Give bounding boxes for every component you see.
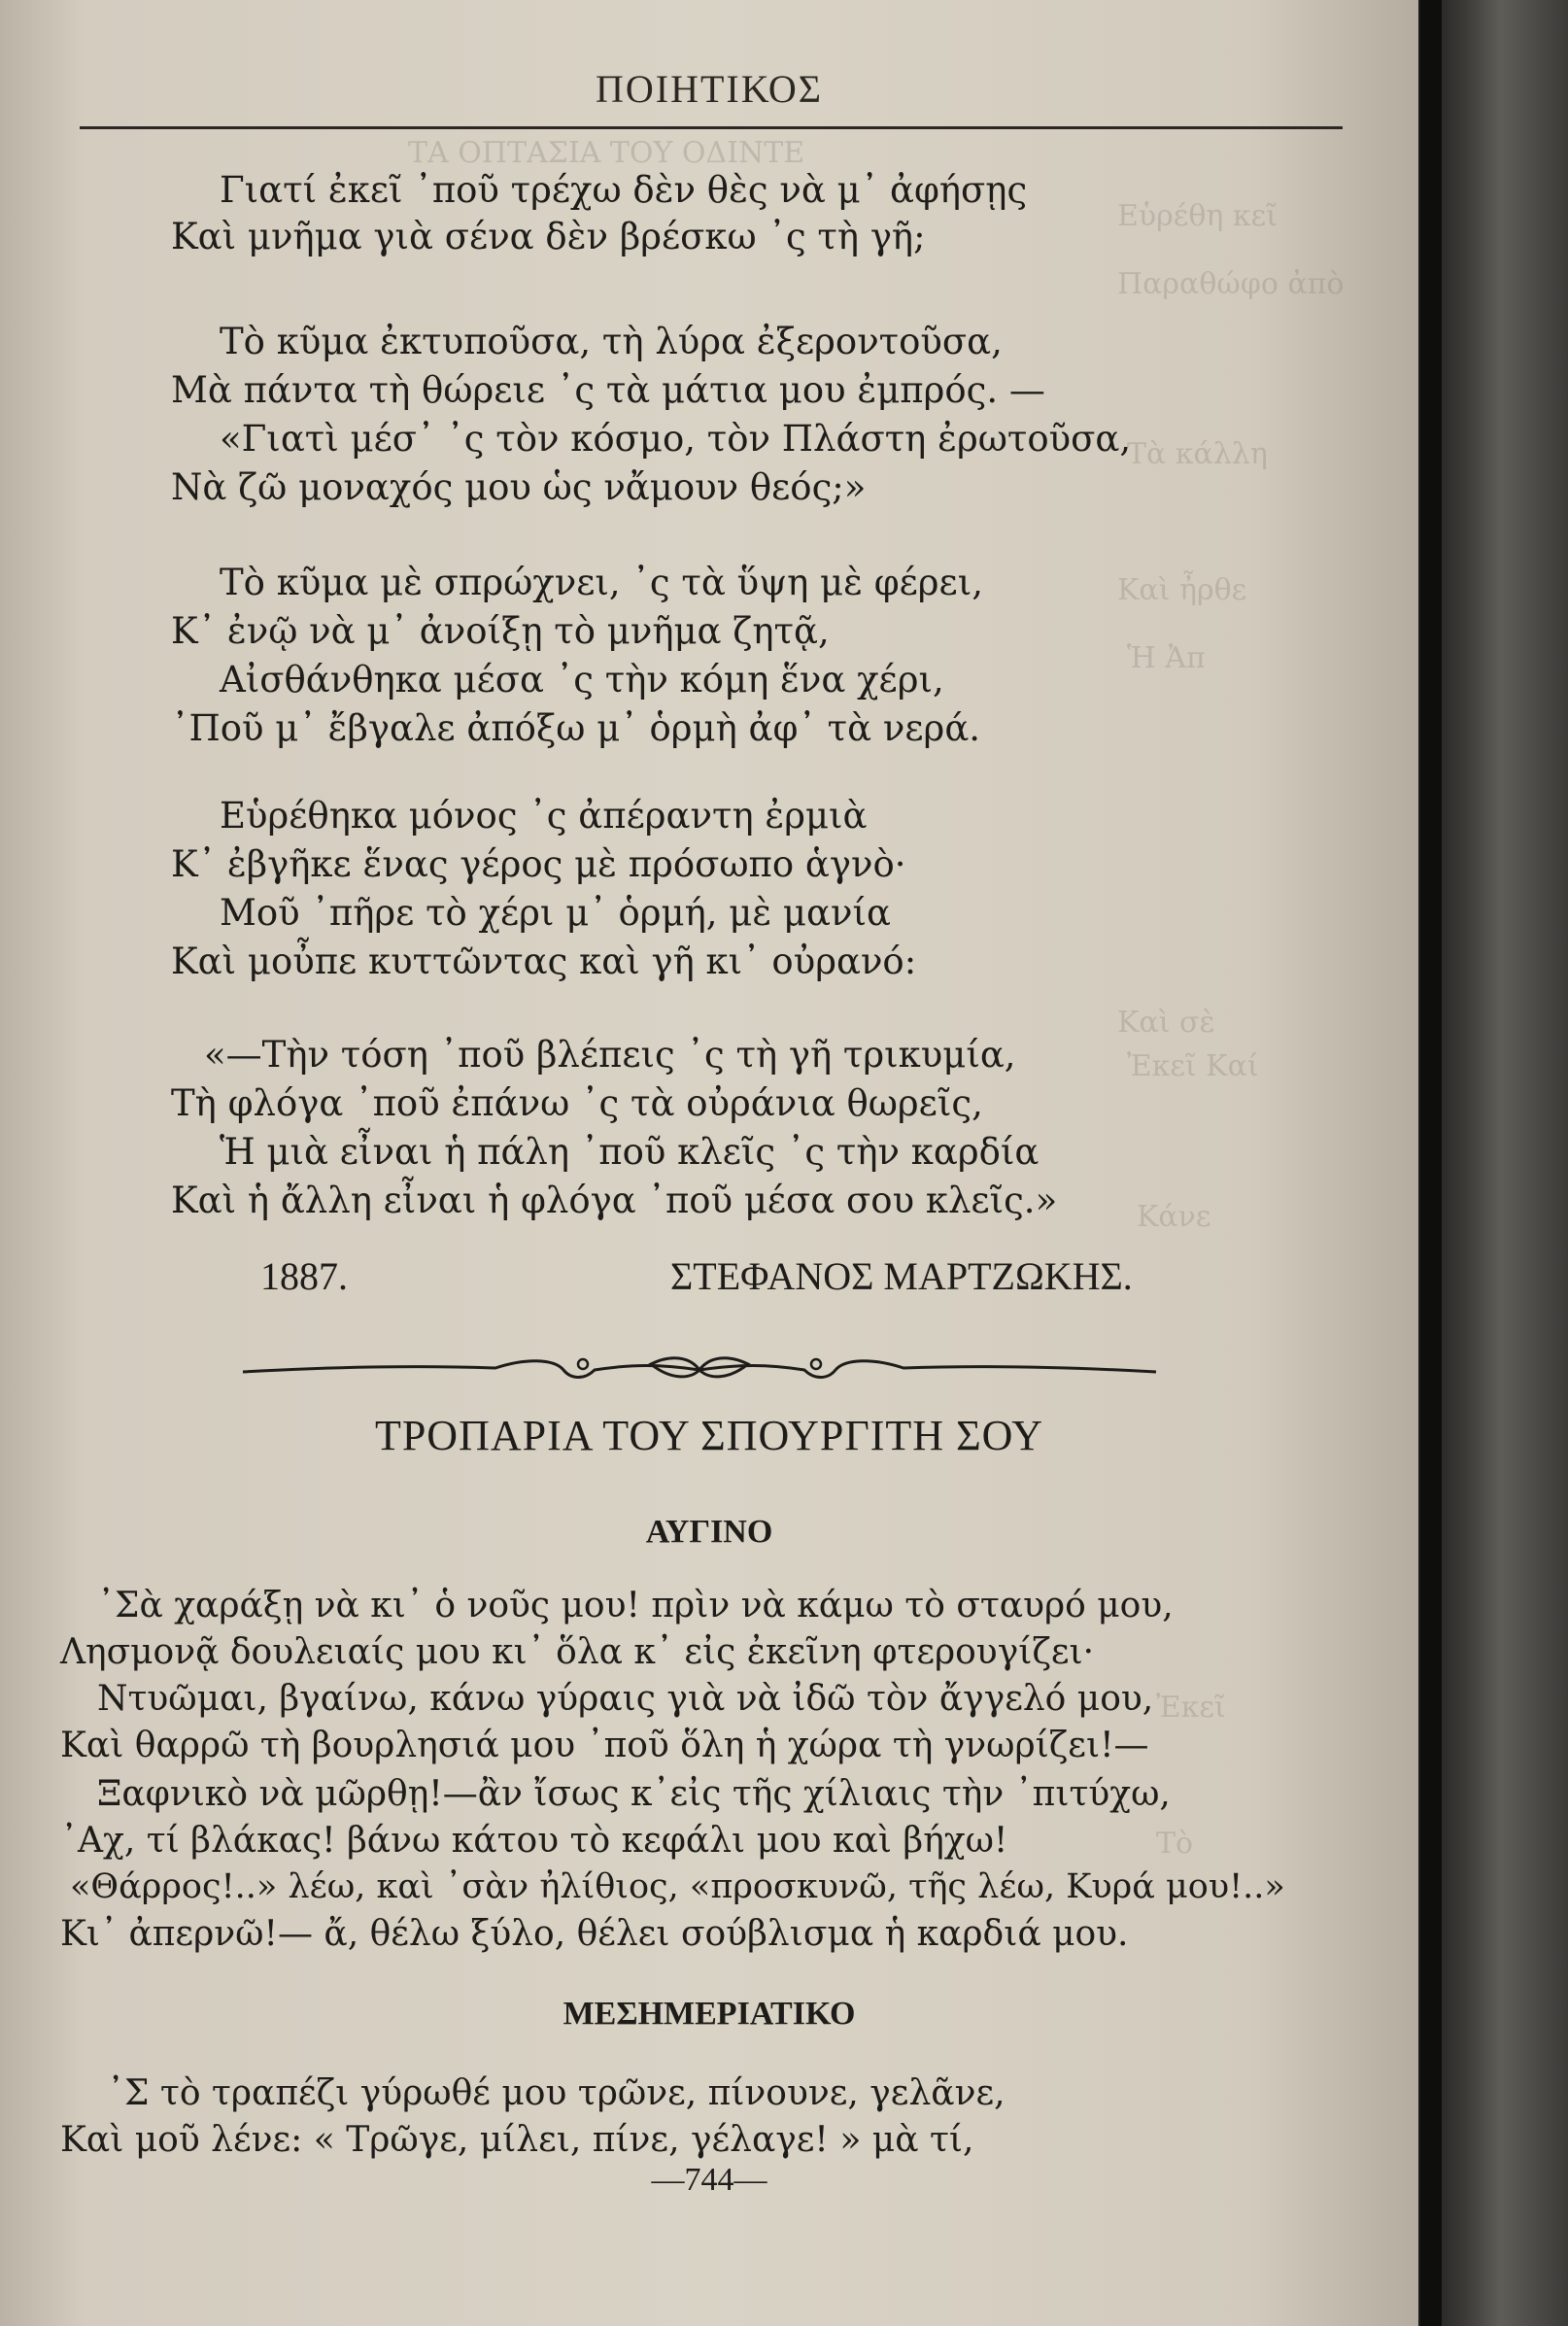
running-header: ΠΟΙΗΤΙΚΟΣ (595, 67, 824, 111)
verse-line: Καὶ μοῦ λένε: « Τρῶγε, μίλει, πίνε, γέλαγε! » μὰ τί, (60, 2120, 974, 2160)
poem-line: Καὶ μνῆμα γιὰ σένα δὲν βρέσκω ᾽ς τὴ γῆ; (171, 216, 926, 257)
poem-year: 1887. (260, 1254, 348, 1298)
show-through-text: Ἐκεῖ Καί (1127, 1049, 1259, 1083)
gutter-shadow (1420, 0, 1442, 2326)
poem-line: «—Τὴν τόση ᾽ποῦ βλέπεις ᾽ς τὴ γῆ τρικυμία, (204, 1034, 1016, 1076)
show-through-text: Ἐκεῖ (1156, 1691, 1226, 1725)
poem-line: Τὸ κῦμα μὲ σπρώχνει, ᾽ς τὰ ὕψη μὲ φέρει, (220, 562, 983, 603)
poem-line: Μὰ πάντα τὴ θώρειε ᾽ς τὰ μάτια μου ἐμπρός. — (171, 369, 1045, 411)
poem-line: «Γιατὶ μέσ᾽ ᾽ς τὸν κόσμο, τὸν Πλάστη ἐρωτοῦσα, (220, 418, 1132, 460)
show-through-text: Ἡ Ἀπ (1127, 641, 1206, 675)
page-number: —744— (651, 2162, 767, 2198)
poem-line: Κ᾽ ἐνῷ νὰ μ᾽ ἀνοίξῃ τὸ μνῆμα ζητᾷ, (171, 610, 830, 652)
verse-line: Ξαφνικὸ νὰ μῶρθῃ!—ἂν ἴσως κ᾽εἰς τῆς χίλιαις τὴν ᾽πιτύχω, (97, 1774, 1171, 1814)
show-through-text: Κάνε (1137, 1200, 1211, 1234)
show-through-text: Τὰ κάλλη (1127, 437, 1268, 471)
poem-line: Γιατί ἐκεῖ ᾽ποῦ τρέχω δὲν θὲς νὰ μ᾽ ἀφήσῃς (220, 169, 1028, 211)
part-heading: ΑΥΓΙΝΟ (645, 1514, 773, 1550)
verse-line: Καὶ θαρρῶ τὴ βουρλησιά μου ᾽ποῦ ὅλη ἡ χώρα τὴ γνωρίζει!— (60, 1726, 1149, 1765)
header-rule (80, 126, 1343, 129)
show-through-text: Εὑρέθη κεῖ (1117, 199, 1278, 233)
show-through-text: Παραθώφο ἀπὸ (1117, 267, 1345, 301)
show-through-text: Τὸ (1156, 1827, 1194, 1861)
verse-line: Κι᾽ ἀπερνῶ!— ἄ, θέλω ξύλο, θέλει σούβλισμα ἡ καρδιά μου. (60, 1914, 1129, 1954)
poem-author: ΣΤΕΦΑΝΟΣ ΜΑΡΤΖΩΚΗΣ. (670, 1254, 1133, 1298)
poem-line: Καὶ ἡ ἄλλη εἶναι ἡ φλόγα ᾽ποῦ μέσα σου κλεῖς.» (171, 1180, 1058, 1221)
verse-line: ᾽Αχ, τί βλάκας! βάνω κάτου τὸ κεφάλι μου καὶ βήχω! (60, 1821, 1008, 1861)
poem-line: Τὴ φλόγα ᾽ποῦ ἐπάνω ᾽ς τὰ οὐράνια θωρεῖς, (171, 1082, 983, 1124)
poem-line: Αἰσθάνθηκα μέσα ᾽ς τὴν κόμη ἕνα χέρι, (220, 659, 944, 701)
poem-line: Εὑρέθηκα μόνος ᾽ς ἀπέραντη ἐρμιὰ (220, 795, 868, 837)
show-through-text: Καὶ ἦρθε (1117, 573, 1247, 607)
ornament-divider (243, 1351, 1156, 1389)
poem-line: Καὶ μοὖπε κυττῶντας καὶ γῆ κι᾽ οὐρανό: (171, 941, 917, 982)
verse-line: ᾽Σὰ χαράξῃ νὰ κι᾽ ὁ νοῦς μου! πρὶν νὰ κάμω τὸ σταυρό μου, (97, 1586, 1174, 1625)
poem-line: ᾽Ποῦ μ᾽ ἔβγαλε ἀπόξω μ᾽ ὁρμὴ ἀφ᾽ τὰ νερά. (171, 707, 981, 749)
part-heading: ΜΕΣΗΜΕΡΙΑΤΙΚΟ (562, 1996, 856, 2032)
verse-line: ᾽Σ τὸ τραπέζι γύρωθέ μου τρῶνε, πίνουνε, γελᾶνε, (107, 2073, 1006, 2113)
poem-line: Κ᾽ ἐβγῆκε ἕνας γέρος μὲ πρόσωπο ἁγνὸ· (171, 843, 906, 885)
poem-line: Ἡ μιὰ εἶναι ἡ πάλη ᾽ποῦ κλεῖς ᾽ς τὴν καρδία (220, 1131, 1040, 1173)
show-through-text: ΤΑ ΟΠΤΑΣΙΑ ΤΟΥ ΟΔΙΝΤΕ (408, 136, 805, 170)
poem-line: Μοῦ ᾽πῆρε τὸ χέρι μ᾽ ὁρμή, μὲ μανία (220, 892, 891, 934)
verse-line: «Θάρρος!..» λέω, καὶ ᾽σὰν ἠλίθιος, «προσκυνῶ, τῆς λέω, Κυρά μου!..» (70, 1867, 1285, 1906)
show-through-text: Καὶ σὲ (1117, 1006, 1215, 1040)
section-title: ΤΡΟΠΑΡΙΑ ΤΟΥ ΣΠΟΥΡΓΙΤΗ ΣΟΥ (374, 1412, 1044, 1459)
verse-line: Λησμονᾷ δουλειαίς μου κι᾽ ὅλα κ᾽ εἰς ἐκεῖνη φτερουγίζει· (60, 1632, 1095, 1672)
verse-line: Ντυῶμαι, βγαίνω, κάνω γύραις γιὰ νὰ ἰδῶ τὸν ἄγγελό μου, (97, 1679, 1154, 1719)
poem-line: Τὸ κῦμα ἐκτυποῦσα, τὴ λύρα ἐξεροντοῦσα, (220, 321, 1003, 362)
poem-line: Νὰ ζῶ μοναχός μου ὡς νἄμουν θεός;» (171, 466, 867, 508)
